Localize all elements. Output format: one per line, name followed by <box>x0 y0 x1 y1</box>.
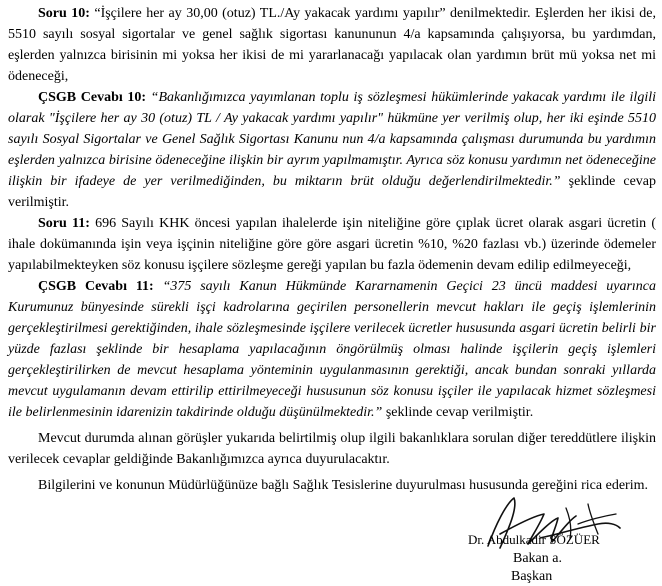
answer-10 <box>8 87 656 213</box>
question-10 <box>8 3 656 87</box>
signer-role: Başkan <box>511 569 553 584</box>
closing-paragraph-1: Mevcut durumda alınan görüşler yukarıda belirtilmiş olup ilgili bakanlıklara sorulan diğer tereddütlere ilişkin verilecek cevaplar geldiğinde Bakanlığımızca ayrıca duyurulacaktır. <box>8 431 656 467</box>
signer-name: Dr. Abdulkadir SÖZÜER <box>468 532 600 547</box>
signature-block <box>448 494 658 584</box>
signer-title: Bakan a. <box>513 551 562 566</box>
question-11-text: 696 Sayılı KHK öncesi yapılan ihalelerde işin niteliğine göre çıplak ücret olarak asgari ücretin ( ihale dokümanında işin veya işçinin niteliğine göre göre asgari ücretin %10, %20 fazlası vb.) üzerinde ödemeler yapılabilmekteyken söz konusu işçilere sözleşme gereği yapılan bu fazla ödemenin devam edilip edilmeyeceği, <box>8 216 657 273</box>
question-11 <box>8 213 656 276</box>
question-10-label: Soru 10: <box>38 6 90 21</box>
question-10-text: “İşçilere her ay 30,00 (otuz) TL./Ay yakacak yardımı yapılır” denilmektedir. Eşlerden her ikisi de, 5510 sayılı sosyal sigortalar ve genel sağlık sigortası kanununun 4/a kapsamında çalışıyorsa, bu yardımdan, eşlerden yalnızca birisinin mi yoksa her ikisi de mi yararlanacağı yapılacak olan yardımın brüt mü yoksa net mi ödeneceği, <box>8 6 656 84</box>
document-body <box>8 3 656 496</box>
closing-paragraph-2: Bilgilerini ve konunun Müdürlüğünüze bağlı Sağlık Tesislerine duyurulması hususunda gereğini rica ederim. <box>38 478 648 493</box>
answer-11 <box>8 276 656 423</box>
answer-11-tail: şeklinde cevap verilmiştir. <box>385 405 534 420</box>
answer-10-label: ÇSGB Cevabı 10: <box>38 90 147 105</box>
answer-10-tail: şeklinde cevap verilmiştir. <box>8 174 657 210</box>
answer-10-quote: “Bakanlığımızca yayımlanan toplu iş sözleşmesi hükümlerinde yakacak yardımı ile ilgili olarak "İşçilere her ay 30 (otuz) TL / Ay yakacak yardımı yapılır" hükmüne yer verilmiş olup, her iki eşinde 5510 sayılı Sosyal Sigortalar ve Genel Sağlık Sigortası Kanunu nun 4/a kapsamında çalışması durumunda bu yardımın eşlerden yalnızca birisine ödeneceğine ilişkin bir ayrım yapılmamıştır. Ayrıca söz konusu yardımın net ödeneceğine ilişkin bir ifadeye de yer verilmediğinden, bu miktarın brüt olduğu değerlendirilmektedir.” <box>8 90 656 189</box>
answer-11-label: ÇSGB Cevabı 11: <box>38 279 154 294</box>
answer-11-quote: “375 sayılı Kanun Hükmünde Kararnamenin Geçici 23 üncü maddesi uyarınca Kurumunuz bünyesinde sürekli işçi kadrolarına geçirilen personellerin mevcut hakları ile geçiş işlemlerinin gerçekleştirilmesi gerektiğinden, ihale sözleşmesinde işçilere verilecek ücretler hususunda asgari ücretin belirli bir yüzde fazlası şeklinde bir hesaplama yapılacağının öngörülmüş olması halinde işçilerin geçiş işlemleri gerçekleştirilirken de mevcut hesaplama yönteminin uygulanmasının gerektiği, ancak bundan sonraki yıllarda mevcut uygulamanın devam ettirilip ettirilmeyeceği hususunun söz konusu işçiler ile yapılacak hizmet sözleşmesi ile belirlenmesinin idarenizin takdirinde olduğu düşünülmektedir.” <box>8 279 657 420</box>
question-11-label: Soru 11: <box>38 216 90 231</box>
